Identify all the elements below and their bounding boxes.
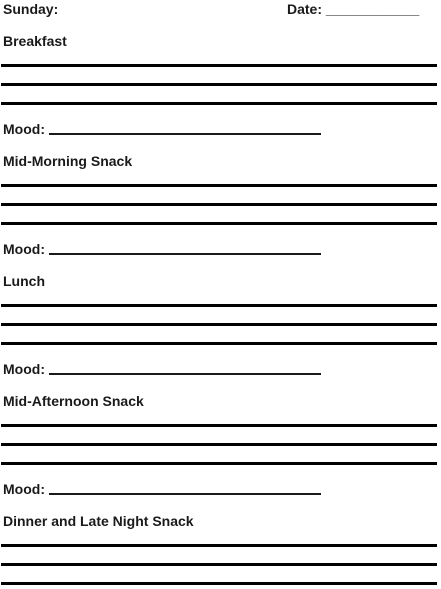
section-title-dinner-and-late-night-snack: Dinner and Late Night Snack — [3, 513, 194, 529]
writing-line — [1, 544, 437, 547]
section-title-mid-afternoon-snack: Mid-Afternoon Snack — [3, 393, 144, 409]
writing-line — [1, 83, 437, 86]
writing-line — [1, 342, 437, 345]
date-label: Date: ____________ — [287, 1, 420, 17]
section-title-lunch: Lunch — [3, 273, 45, 289]
writing-line — [1, 222, 437, 225]
writing-line — [1, 563, 437, 566]
section-title-breakfast: Breakfast — [3, 33, 67, 49]
writing-line — [1, 323, 437, 326]
writing-line — [1, 102, 437, 105]
mood-blank-line — [49, 253, 321, 255]
mood-blank-line — [49, 133, 321, 135]
mood-label: Mood: — [3, 241, 45, 257]
mood-blank-line — [49, 373, 321, 375]
section-title-mid-morning-snack: Mid-Morning Snack — [3, 153, 133, 169]
writing-line — [1, 184, 437, 187]
writing-line — [1, 64, 437, 67]
writing-line — [1, 582, 437, 585]
mood-blank-line — [49, 493, 321, 495]
writing-line — [1, 203, 437, 206]
day-label: Sunday: — [3, 1, 59, 17]
mood-label: Mood: — [3, 481, 45, 497]
writing-line — [1, 443, 437, 446]
writing-line — [1, 304, 437, 307]
mood-label: Mood: — [3, 121, 45, 137]
mood-label: Mood: — [3, 361, 45, 377]
writing-line — [1, 462, 437, 465]
writing-line — [1, 424, 437, 427]
